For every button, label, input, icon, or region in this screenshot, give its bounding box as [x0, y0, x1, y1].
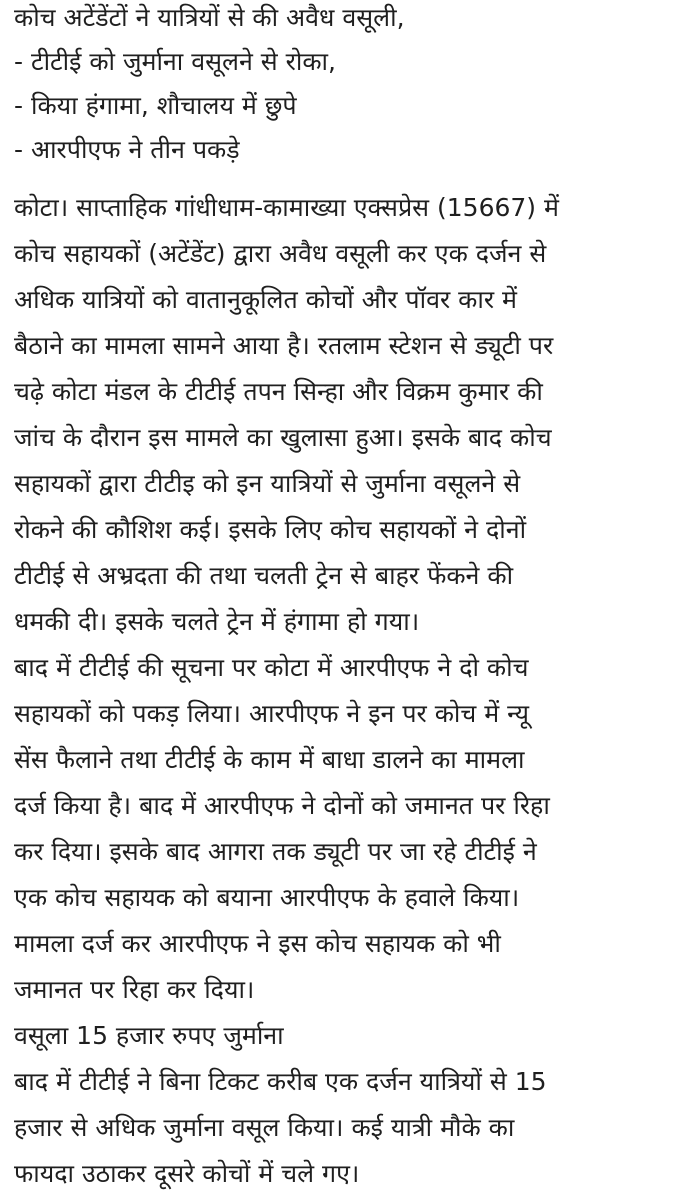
subheadline-line: - टीटीई को जुर्माना वसूलने से रोका,	[14, 47, 336, 76]
body-line: सहायकों द्वारा टीटीइ को इन यात्रियों से जुर्माना वसूलने से	[14, 469, 521, 498]
body-line: चढ़े कोटा मंडल के टीटीई तपन सिन्हा और विक्रम कुमार की	[14, 377, 543, 406]
body-line: जमानत पर रिहा कर दिया।	[14, 975, 255, 1004]
body-line: बाद में टीटीई ने बिना टिकट करीब एक दर्जन यात्रियों से 15	[14, 1067, 547, 1096]
headline-line: कोच अटेंडेंटों ने यात्रियों से की अवैध वसूली,	[14, 3, 405, 32]
body-line: फायदा उठाकर दूसरे कोचों में चले गए।	[14, 1159, 360, 1188]
body-line: कर दिया। इसके बाद आगरा तक ड्यूटी पर जा रहे टीटीई ने	[14, 837, 537, 866]
body-line: बाद में टीटीई की सूचना पर कोटा में आरपीएफ ने दो कोच	[14, 653, 529, 682]
body-line: धमकी दी। इसके चलते ट्रेन में हंगामा हो गया।	[14, 607, 420, 636]
section-heading-line: वसूला 15 हजार रुपए जुर्माना	[14, 1021, 284, 1050]
body-line: अधिक यात्रियों को वातानुकूलित कोचों और पॉवर कार में	[14, 285, 517, 314]
body-line: कोटा। साप्ताहिक गांधीधाम-कामाख्या एक्सप्रेस (15667) में	[14, 193, 559, 222]
body-line: एक कोच सहायक को बयाना आरपीएफ के हवाले किया।	[14, 883, 520, 912]
body-line: टीटीई से अभ्रदता की तथा चलती ट्रेन से बाहर फेंकने की	[14, 561, 514, 590]
subheadline-line: - आरपीएफ ने तीन पकड़े	[14, 135, 240, 164]
body-line: सेंस फैलाने तथा टीटीई के काम में बाधा डालने का मामला	[14, 745, 525, 774]
body-line: जांच के दौरान इस मामले का खुलासा हुआ। इसके बाद कोच	[14, 423, 552, 452]
body-line: मामला दर्ज कर आरपीएफ ने इस कोच सहायक को भी	[14, 929, 501, 958]
body-line: कोच सहायकों (अटेंडेंट) द्वारा अवैध वसूली कर एक दर्जन से	[14, 239, 547, 268]
body-line: दर्ज किया है। बाद में आरपीएफ ने दोनों को जमानत पर रिहा	[14, 791, 550, 820]
subheadline-line: - किया हंगामा, शौचालय में छुपे	[14, 91, 297, 120]
body-line: हजार से अधिक जुर्माना वसूल किया। कई यात्री मौके का	[14, 1113, 515, 1142]
body-line: सहायकों को पकड़ लिया। आरपीएफ ने इन पर कोच में न्यू	[14, 699, 529, 728]
body-line: बैठाने का मामला सामने आया है। रतलाम स्टेशन से ड्यूटी पर	[14, 331, 554, 360]
body-line: रोकने की कौशिश कई। इसके लिए कोच सहायकों ने दोनों	[14, 515, 527, 544]
